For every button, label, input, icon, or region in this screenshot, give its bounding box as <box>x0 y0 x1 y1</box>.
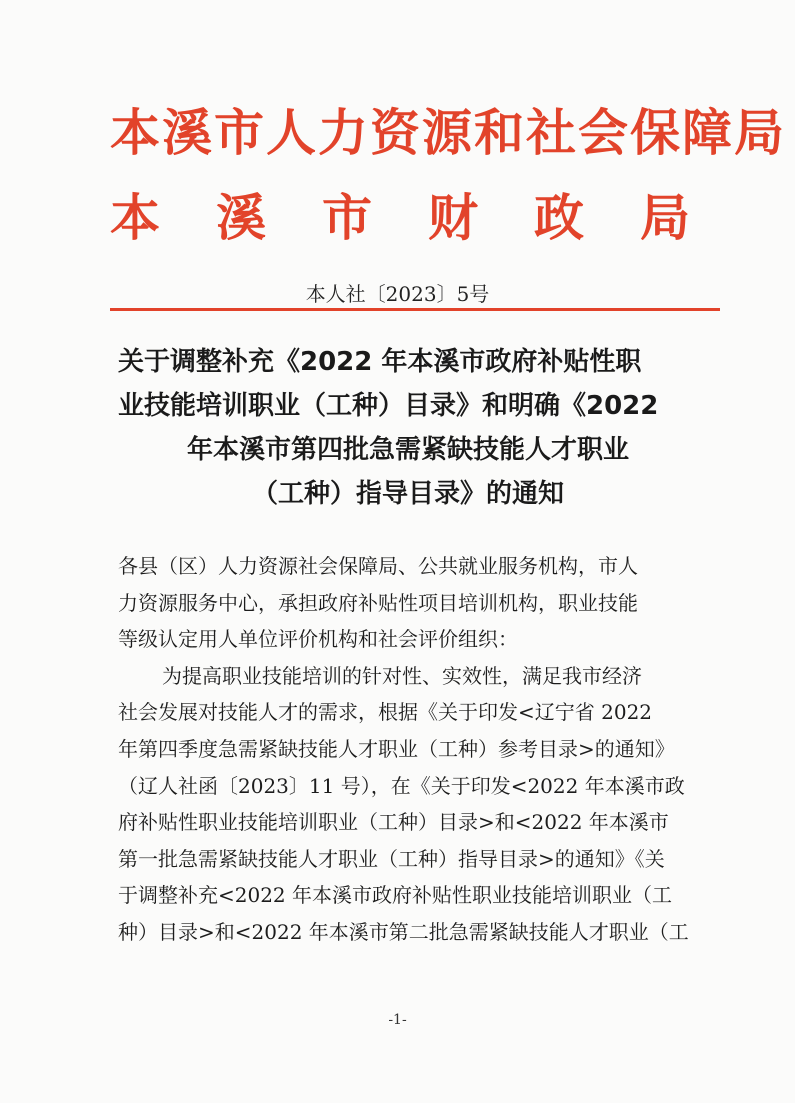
body-line: （辽人社函〔2023〕11 号），在《关于印发<2022 年本溪市政 <box>118 773 685 798</box>
document-number: 本人社〔2023〕5号 <box>305 282 490 306</box>
body-line: 年第四季度急需紧缺技能人才职业（工种）参考目录>的通知》 <box>118 736 675 761</box>
org2-char: 财 <box>428 189 478 247</box>
org2-char: 局 <box>640 189 690 247</box>
body-line: 第一批急需紧缺技能人才职业（工种）指导目录>的通知》《关 <box>118 846 665 871</box>
org2-char: 市 <box>322 189 372 247</box>
document-body <box>118 548 708 951</box>
issuing-org-finance-bureau <box>110 188 690 248</box>
document-title <box>118 340 698 516</box>
body-line: 种）目录>和<2022 年本溪市第二批急需紧缺技能人才职业（工 <box>118 919 689 944</box>
page-number: -1- <box>388 1012 407 1028</box>
body-line: 各县（区）人力资源社会保障局、公共就业服务机构，市人 <box>118 554 638 578</box>
title-line: （工种）指导目录》的通知 <box>251 479 564 509</box>
body-line: 为提高职业技能培训的针对性、实效性，满足我市经济 <box>162 663 642 688</box>
title-line: 业技能培训职业（工种）目录》和明确《2022 <box>118 391 659 421</box>
org2-char: 溪 <box>216 189 266 247</box>
body-line: 于调整补充<2022 年本溪市政府补贴性职业技能培训职业（工 <box>118 883 673 908</box>
title-line: 关于调整补充《2022 年本溪市政府补贴性职 <box>118 347 642 377</box>
body-line: 社会发展对技能人才的需求，根据《关于印发<辽宁省 2022 <box>118 700 653 725</box>
body-line: 等级认定用人单位评价机构和社会评价组织： <box>118 627 518 652</box>
title-line: 年本溪市第四批急需紧缺技能人才职业 <box>186 435 629 465</box>
org2-char: 政 <box>534 189 584 247</box>
org2-char: 本 <box>110 189 160 247</box>
body-line: 力资源服务中心，承担政府补贴性项目培训机构，职业技能 <box>118 590 638 615</box>
body-line: 府补贴性职业技能培训职业（工种）目录>和<2022 年本溪市 <box>118 810 669 835</box>
issuing-org-hr-bureau: 本溪市人力资源和社会保障局 <box>110 104 786 162</box>
red-separator-line <box>110 308 720 311</box>
